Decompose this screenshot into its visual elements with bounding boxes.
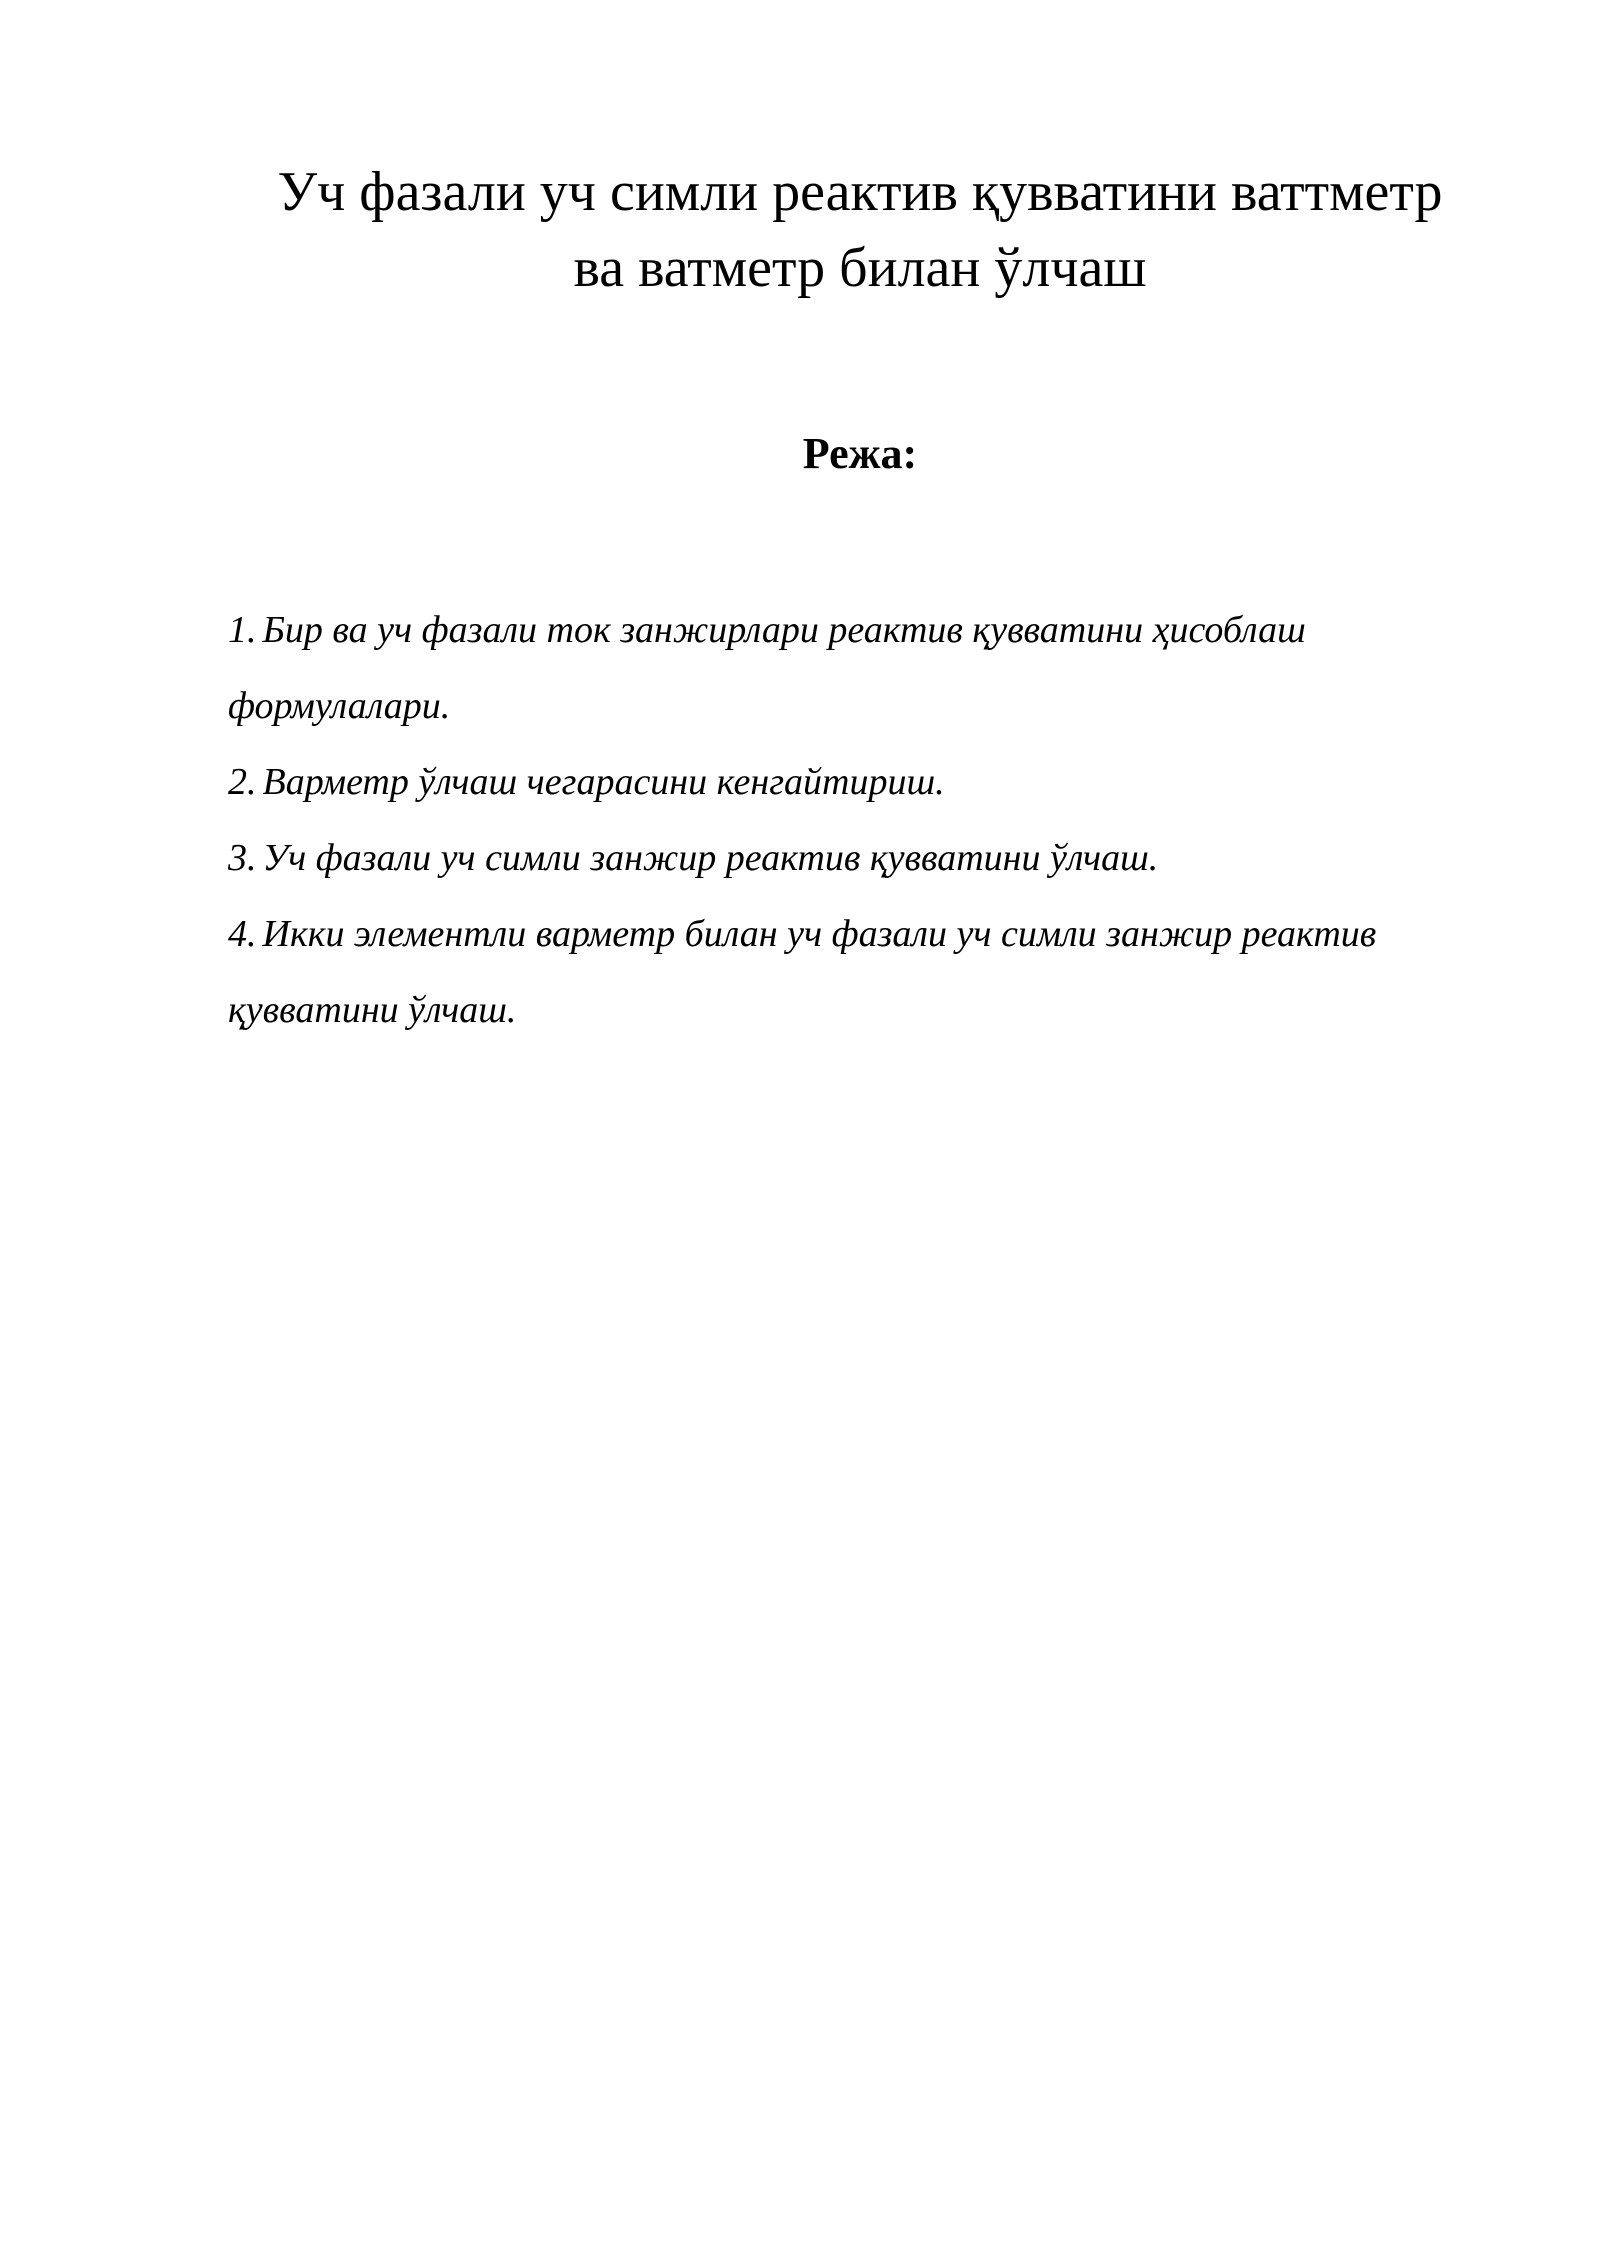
plan-item-number: 4.	[228, 913, 257, 955]
plan-item-4	[228, 896, 1488, 1048]
plan-list	[228, 592, 1488, 1048]
plan-item-text: Уч фазали уч симли занжир реактив қувватини ўлчаш.	[262, 837, 1159, 879]
plan-item-number: 1.	[228, 609, 257, 651]
page-title-line-1: Уч фазали уч симли реактив қувватини ваттметр	[277, 161, 1443, 223]
page-title-line-2: ва ватметр билан ўлчаш	[573, 237, 1147, 299]
plan-item-text: Икки элементли варметр билан уч фазали уч симли занжир реактив қувватини ўлчаш.	[228, 913, 1377, 1031]
plan-item-number: 3.	[228, 837, 257, 879]
plan-heading: Режа:	[802, 429, 918, 478]
plan-item-3	[228, 820, 1488, 896]
plan-item-1	[228, 592, 1488, 744]
plan-item-2	[228, 744, 1488, 820]
plan-item-number: 2.	[228, 761, 257, 803]
plan-item-text: Варметр ўлчаш чегарасини кенгайтириш.	[262, 761, 945, 803]
plan-item-text: Бир ва уч фазали ток занжирлари реактив қувватини ҳисоблаш формулалари.	[228, 609, 1306, 727]
